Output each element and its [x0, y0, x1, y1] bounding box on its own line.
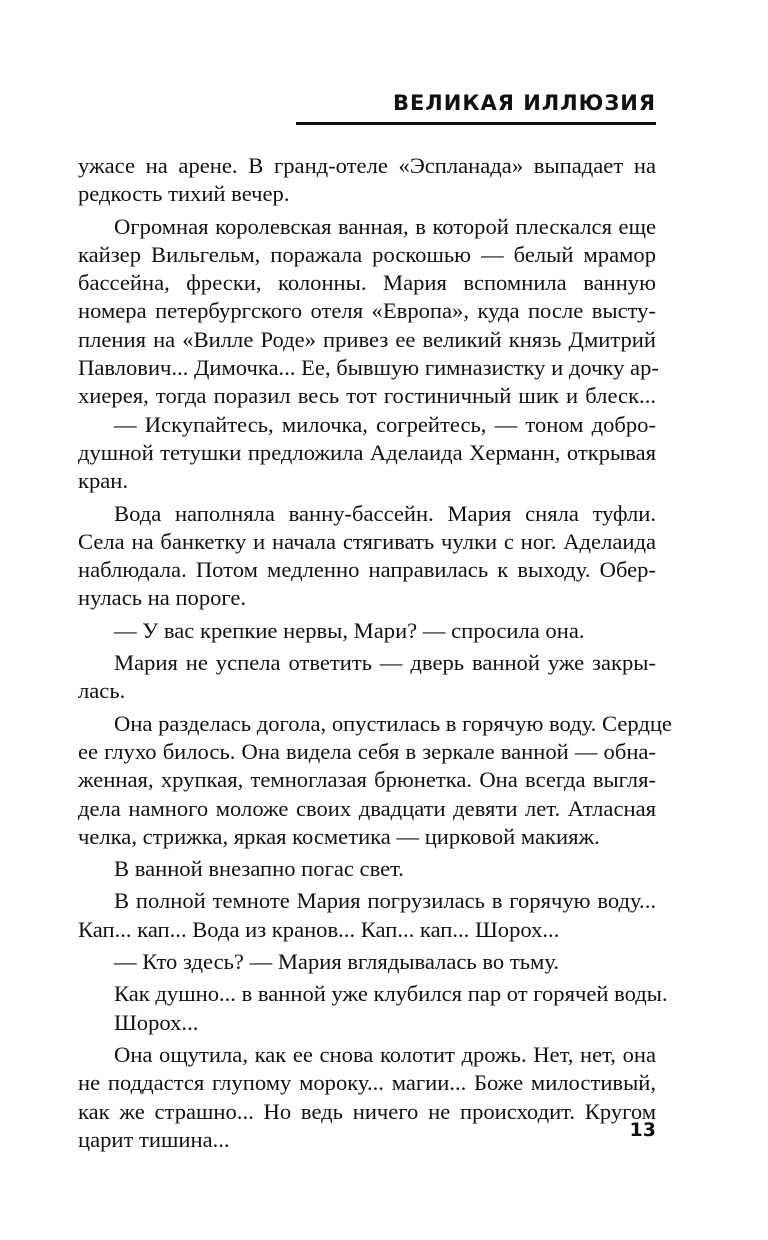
- text-line: хиерея, тогда поразил весь тот гостиничный шик и блеск...: [78, 383, 656, 409]
- text-line: номера петербургского отеля «Европа», куда после высту-: [78, 298, 656, 324]
- text-line: пления на «Вилле Роде» привез ее великий князь Дмитрий: [78, 326, 656, 352]
- text-line: челка, стрижка, яркая косметика — цирковой макияж.: [78, 823, 600, 849]
- text-line: дела намного моложе своих двадцати девяти лет. Атласная: [78, 795, 656, 821]
- text-line: Как душно... в ванной уже клубился пар от горячей воды.: [114, 981, 668, 1007]
- text-line: царит тишина...: [78, 1126, 230, 1152]
- text-line: — Искупайтесь, милочка, согрейтесь, — тоном добро-: [114, 411, 656, 437]
- text-line: Вода наполняла ванну-бассейн. Мария сняла туфли.: [114, 500, 656, 526]
- text-line: Павлович... Димочка... Ее, бывшую гимназистку и дочку ар-: [78, 355, 659, 381]
- text-line: Мария не успела ответить — дверь ванной уже закры-: [114, 650, 656, 676]
- text-line: Она ощутила, как ее снова колотит дрожь. Нет, нет, она: [114, 1041, 656, 1067]
- running-header: ВЕЛИКАЯ ИЛЛЮЗИЯ: [392, 91, 656, 115]
- text-line: — У вас крепкие нервы, Мари? — спросила она.: [114, 617, 585, 643]
- text-line: ужасе на арене. В гранд-отеле «Эспланада» выпадает на: [78, 153, 656, 178]
- text-line: Кап... кап... Вода из кранов... Кап... кап... Шорох...: [78, 916, 560, 942]
- text-line: женная, хрупкая, темноглазая брюнетка. Она всегда выгля-: [78, 767, 656, 793]
- text-line: кран.: [78, 468, 129, 494]
- text-line: Она разделась догола, опустилась в горячую воду. Сердце: [114, 710, 672, 736]
- text-line: редкость тихий вечер.: [78, 181, 290, 207]
- text-line: ее глухо билось. Она видела себя в зеркале ванной — обна-: [78, 738, 656, 764]
- text-line: лась.: [78, 678, 126, 704]
- text-line: В полной темноте Мария погрузилась в горячую воду...: [114, 888, 656, 914]
- text-line: Шорох...: [114, 1009, 199, 1035]
- text-line: Села на банкетку и начала стягивать чулки с ног. Аделаида: [78, 528, 656, 554]
- page-number: 13: [629, 1119, 656, 1141]
- body-text: [78, 152, 672, 1154]
- text-line: наблюдала. Потом медленно направилась к выходу. Обер-: [78, 557, 656, 583]
- text-line: бассейна, фрески, колонны. Мария вспомнила ванную: [78, 270, 656, 296]
- header-rule: [296, 122, 656, 125]
- text-line: — Кто здесь? — Мария вглядывалась во тьму.: [114, 949, 560, 975]
- text-line: В ванной внезапно погас свет.: [114, 856, 404, 882]
- text-line: не поддастся глупому мороку... магии... Боже милостивый,: [78, 1070, 656, 1096]
- text-line: душной тетушки предложила Аделаида Херманн, открывая: [78, 439, 656, 465]
- text-line: как же страшно... Но ведь ничего не происходит. Кругом: [78, 1098, 656, 1124]
- text-line: кайзер Вильгельм, поражала роскошью — белый мрамор: [78, 241, 656, 267]
- text-line: нулась на пороге.: [78, 585, 247, 611]
- text-line: Огромная королевская ванная, в которой плескался еще: [114, 213, 656, 239]
